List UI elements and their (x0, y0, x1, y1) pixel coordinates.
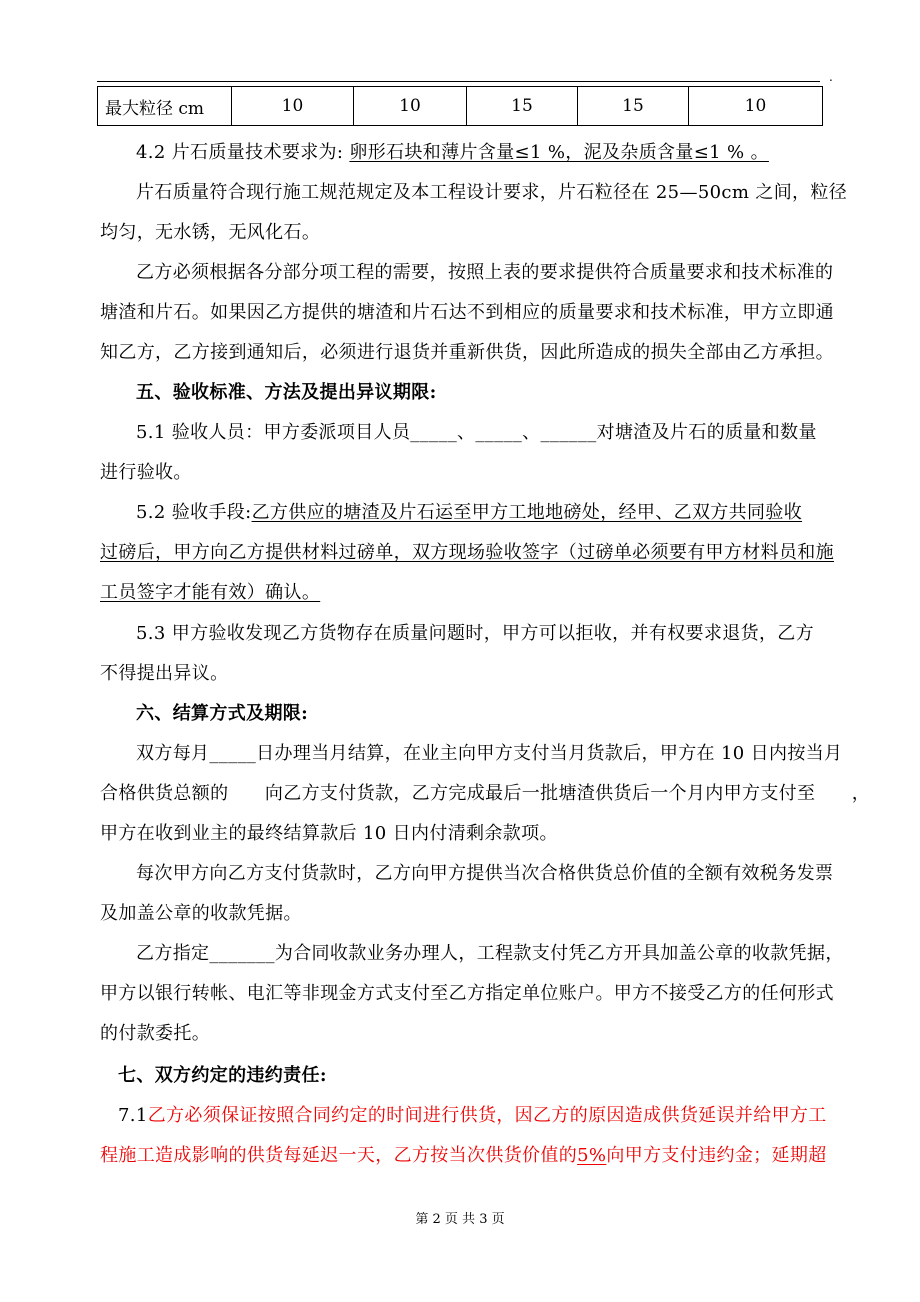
supply-paragraph (100, 253, 840, 373)
heading-text: 七、双方约定的违约责任: (118, 1065, 327, 1086)
text-line: 甲方以银行转帐、电汇等非现金方式支付至乙方指定单位账户。甲方不接受乙方的任何形式 (100, 983, 834, 1004)
header-rule (97, 81, 820, 82)
text-line: 乙方必须根据各分部分项工程的需要，按照上表的要求提供符合质量要求和技术标准的 (136, 262, 834, 283)
invoice-paragraph (100, 854, 840, 934)
text-line: 进行验收。 (100, 462, 192, 483)
section-5-heading (100, 373, 840, 413)
text-line: 均匀，无水锈，无风化石。 (100, 222, 321, 243)
section-5-2 (100, 493, 840, 613)
s4-2-requirement: 卵形石块和薄片含量≤1 %，泥及杂质含量≤1 % 。 (349, 142, 769, 163)
table-row (98, 87, 823, 126)
text-line: 塘渣和片石。如果因乙方提供的塘渣和片石达不到相应的质量要求和技术标准，甲方立即通 (100, 302, 834, 323)
text-line: 及加盖公章的收款凭据。 (100, 903, 302, 924)
section-7-heading (100, 1056, 840, 1096)
text-line: 过磅后，甲方向乙方提供材料过磅单，双方现场验收签字（过磅单必须要有甲方材料员和施 (100, 542, 834, 563)
text-line: 乙方指定_______为合同收款业务办理人，工程款支付凭乙方开具加盖公章的收款凭据， (136, 943, 844, 964)
text-line: 甲方在收到业主的最终结算款后 10 日内付清剩余款项。 (100, 823, 558, 844)
text-line: 5.1 验收人员：甲方委派项目人员_____、_____、______对塘渣及片石的质量和数量 (136, 422, 817, 443)
text-line: 向甲方支付违约金；延期超 (606, 1145, 827, 1166)
header-marker: . (829, 70, 833, 84)
text-line: 不得提出异议。 (100, 663, 229, 684)
text-line: 乙方必须保证按照合同约定的时间进行供货，因乙方的原因造成供货延误并给甲方工 (147, 1105, 827, 1126)
text-line: 合格供货总额的 向乙方支付货款，乙方完成最后一批塘渣供货后一个月内甲方支付至 ， (100, 783, 871, 804)
settlement-paragraph (100, 734, 871, 854)
s4-2-prefix: 4.2 片石质量技术要求为: (136, 142, 344, 163)
section-4-2 (100, 133, 840, 173)
heading-text: 六、结算方式及期限: (136, 703, 309, 724)
clause-number: 7.1 (118, 1105, 148, 1126)
penalty-rate: 5% (577, 1145, 607, 1166)
text-line: 每次甲方向乙方支付货款时，乙方向甲方提供当次合格供货总价值的全额有效税务发票 (136, 863, 834, 884)
table-cell: 15 (467, 87, 578, 126)
s5-2-prefix: 5.2 验收手段: (136, 502, 252, 523)
text-line: 程施工造成影响的供货每延迟一天，乙方按当次供货价值的 (100, 1145, 578, 1166)
section-5-3 (100, 614, 840, 694)
agent-paragraph (100, 934, 844, 1054)
text-line: 片石质量符合现行施工规范规定及本工程设计要求，片石粒径在 25—50cm 之间，粒径 (136, 182, 848, 203)
text-line: 知乙方，乙方接到通知后，必须进行退货并重新供货，因此所造成的损失全部由乙方承担。 (100, 342, 834, 363)
spec-table (97, 86, 823, 126)
heading-text: 五、验收标准、方法及提出异议期限: (136, 382, 437, 403)
text-line: 5.3 甲方验收发现乙方货物存在质量问题时，甲方可以拒收，并有权要求退货，乙方 (136, 623, 814, 644)
text-line: 双方每月_____日办理当月结算，在业主向甲方支付当月货款后，甲方在 10 日内按当月 (136, 743, 843, 764)
section-6-heading (100, 694, 840, 734)
table-cell: 10 (354, 87, 467, 126)
table-cell: 10 (232, 87, 354, 126)
section-5-1 (100, 413, 840, 493)
table-cell: 10 (689, 87, 823, 126)
quality-paragraph (100, 173, 848, 253)
text-line: 工员签字才能有效）确认。 (100, 582, 321, 603)
text-line: 乙方供应的塘渣及片石运至甲方工地地磅处，经甲、乙双方共同验收 (251, 502, 803, 523)
page-footer: 第 2 页 共 3 页 (415, 1212, 505, 1227)
section-7-1 (100, 1096, 840, 1176)
table-label-cell: 最大粒径 cm (98, 87, 232, 126)
table-cell: 15 (578, 87, 689, 126)
text-line: 的付款委托。 (100, 1023, 211, 1044)
